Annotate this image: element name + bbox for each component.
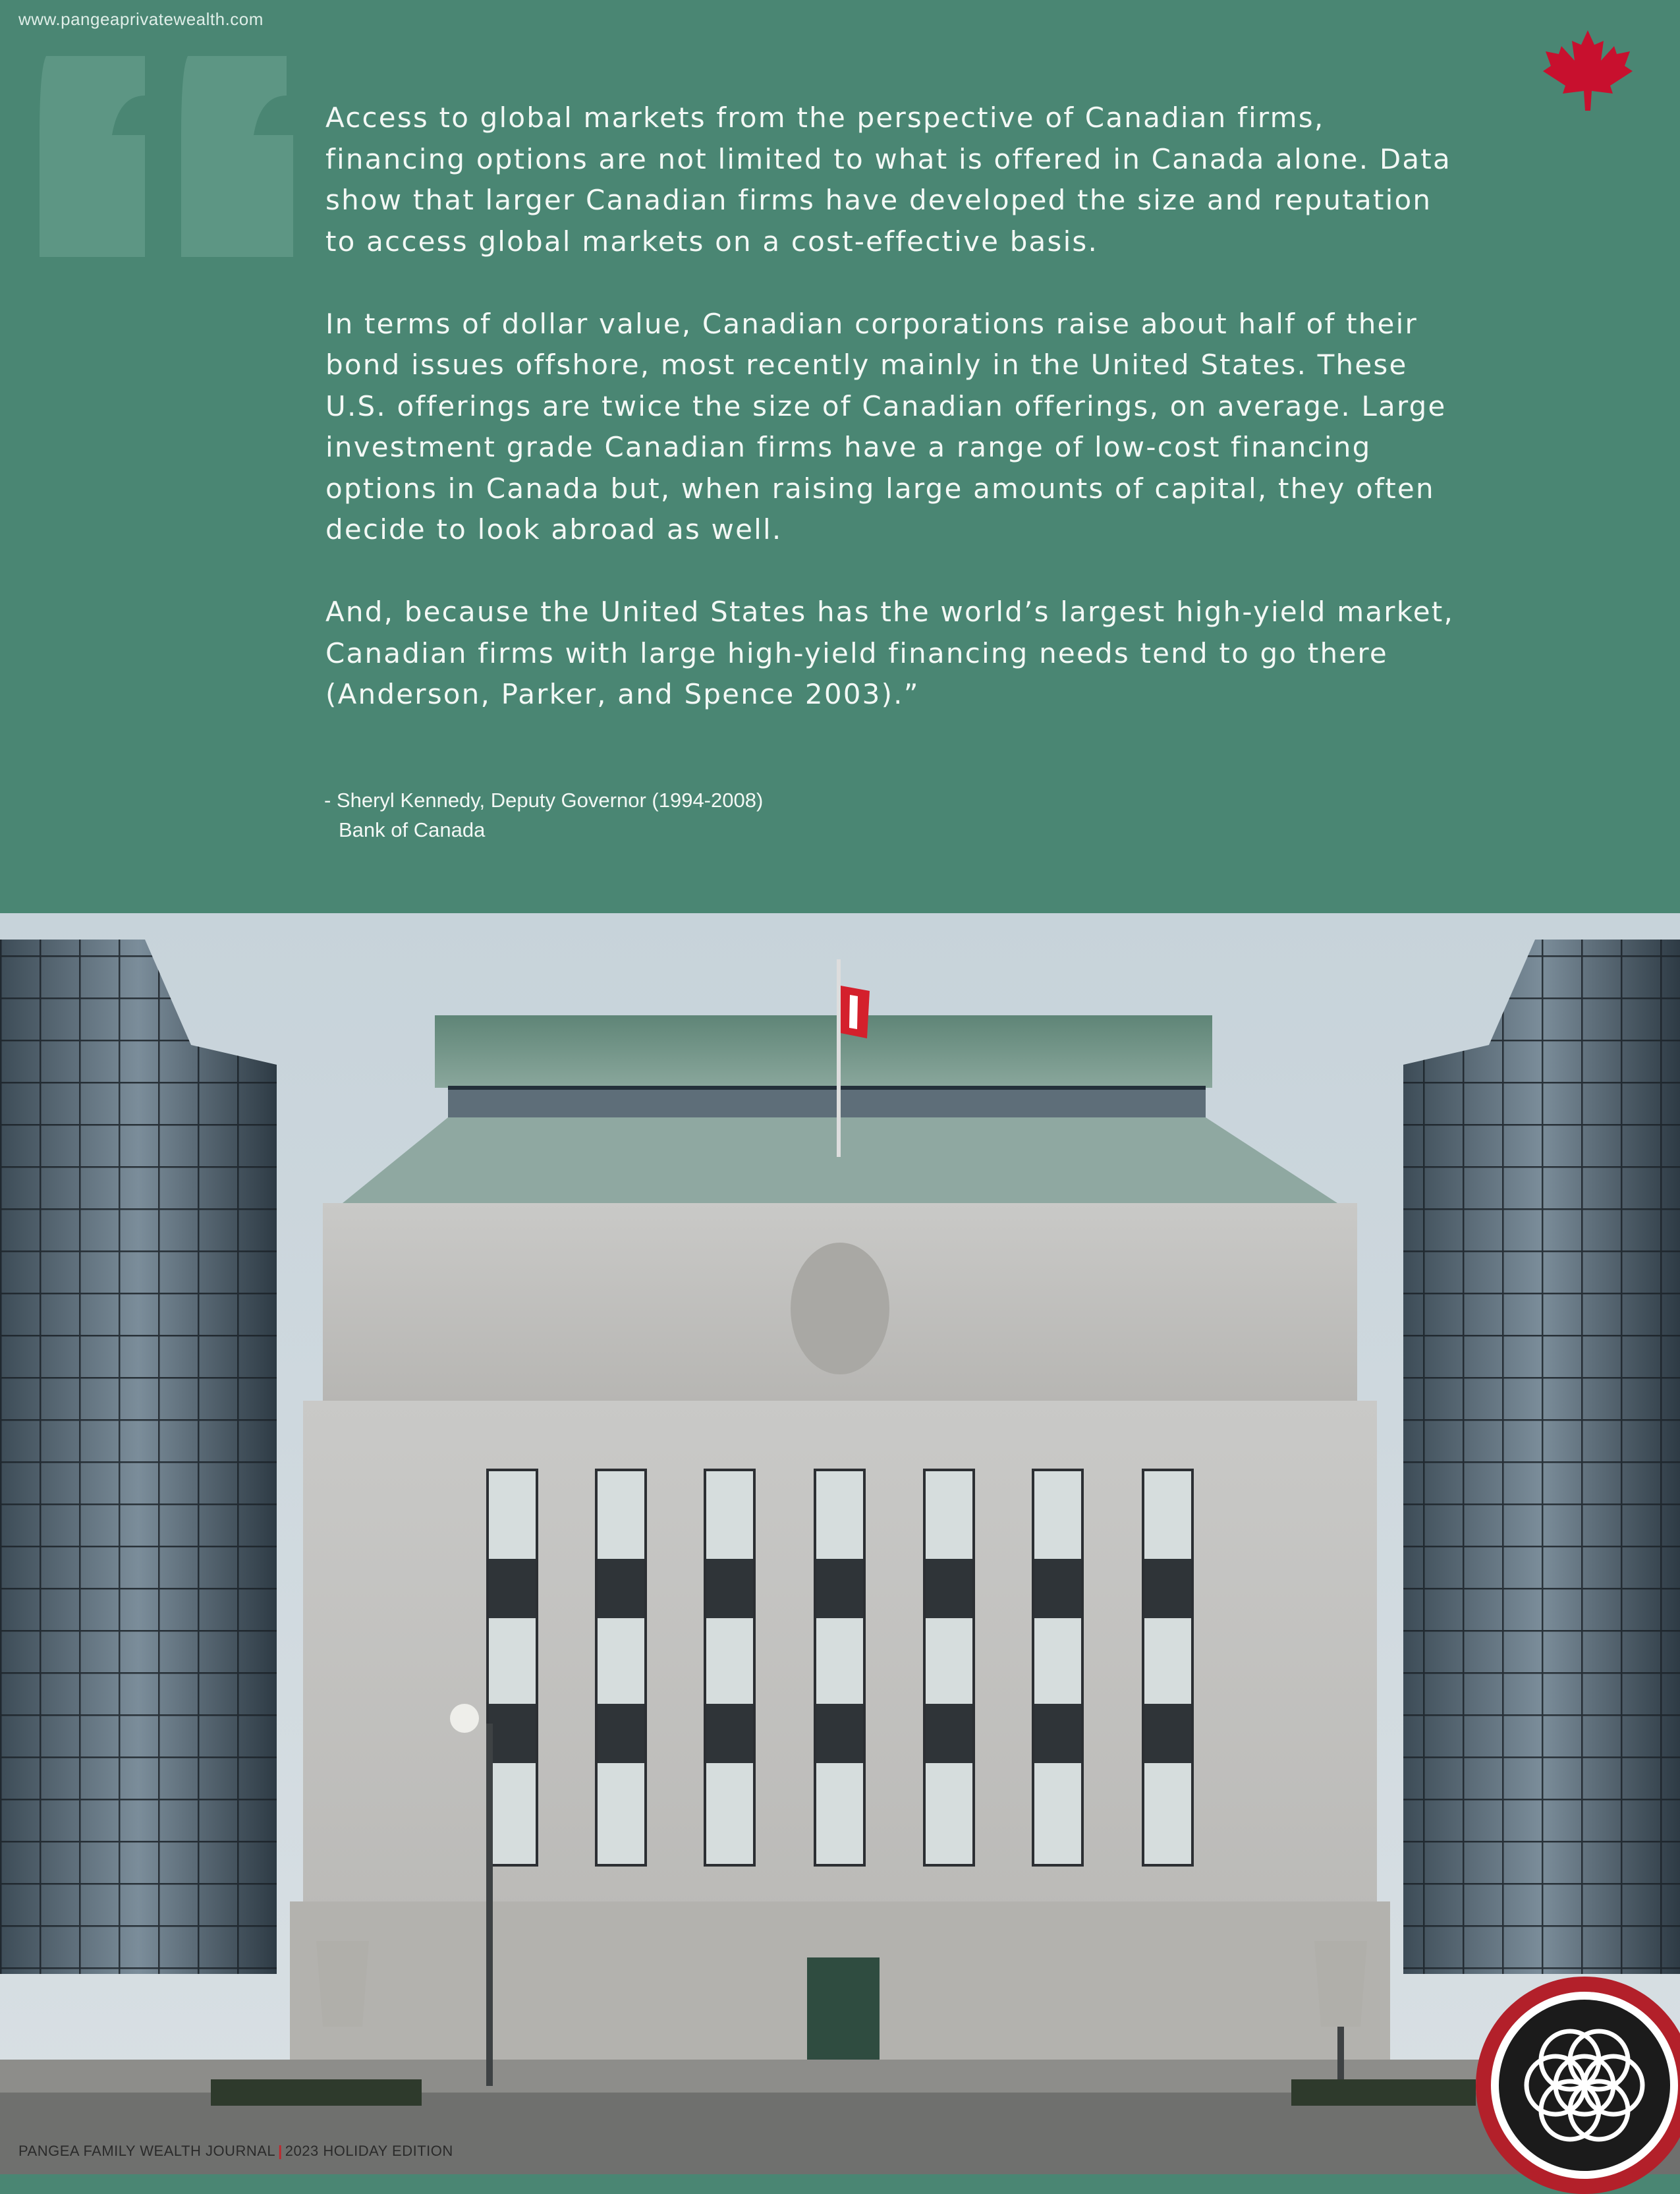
attribution-org: Bank of Canada (339, 818, 486, 841)
quote-body (325, 98, 1459, 716)
quote-mark-icon (40, 56, 300, 257)
website-url[interactable]: www.pangeaprivatewealth.com (18, 9, 264, 29)
footer-separator: | (278, 2143, 283, 2159)
journal-edition: 2023 HOLIDAY EDITION (285, 2143, 453, 2159)
quote-paragraph: In terms of dollar value, Canadian corporations raise about half of their bond issues offshore, most recently mainly in the United States. These U.S. offerings are twice the size of Canadian offerings, on average. Large investment grade Canadian firms have a range of low-cost financing options in Canada but, when raising large amounts of capital, they often decide to look abroad as well. (325, 307, 1447, 546)
quote-attribution (324, 785, 763, 845)
attribution-name: - Sheryl Kennedy, Deputy Governor (1994-2008) (324, 789, 764, 812)
journal-name: PANGEA FAMILY WEALTH JOURNAL (18, 2143, 276, 2159)
flower-of-life-emblem (1476, 1977, 1680, 2194)
bank-of-canada-photo (0, 913, 1680, 2174)
maple-leaf-icon (1542, 30, 1634, 111)
footer-journal (18, 2143, 453, 2160)
quote-panel (0, 0, 1680, 913)
quote-paragraph: And, because the United States has the world’s largest high-yield market, Canadian firms with large high-yield financing needs tend to go there (Anderson, Parker, and Spence 2003).” (325, 596, 1455, 710)
quote-paragraph: Access to global markets from the perspective of Canadian firms, financing options are not limited to what is offered in Canada alone. Data show that larger Canadian firms have developed the size and reputation to access global markets on a cost-effective basis. (325, 101, 1451, 258)
